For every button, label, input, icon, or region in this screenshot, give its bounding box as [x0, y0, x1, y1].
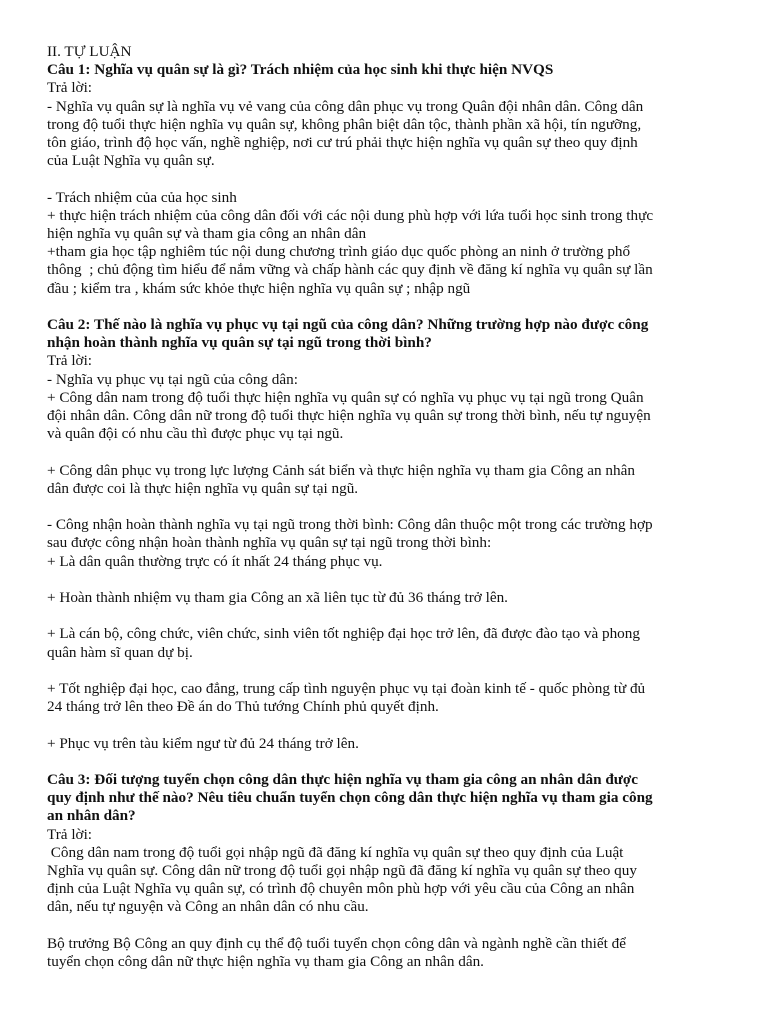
paragraph-line: + Công dân nam trong độ tuổi thực hiện nghĩa vụ quân sự có nghĩa vụ phục vụ tại ngũ trong Quân	[47, 388, 644, 406]
paragraph-gap	[47, 716, 737, 734]
question-3-heading: Câu 3: Đối tượng tuyển chọn công dân thực hiện nghĩa vụ tham gia công an nhân dân được	[47, 770, 639, 788]
paragraph-line: Bộ trưởng Bộ Công an quy định cụ thể độ tuổi tuyển chọn công dân và ngành nghề cần thiết để	[47, 934, 626, 952]
paragraph-gap	[47, 498, 737, 516]
paragraph-gap	[47, 443, 737, 461]
paragraph-line: sau được công nhận hoàn thành nghĩa vụ quân sự tại ngũ trong thời bình:	[47, 534, 492, 552]
paragraph-line: - Nghĩa vụ quân sự là nghĩa vụ vẻ vang của công dân phục vụ trong Quân đội nhân dân. Công dân	[47, 97, 644, 115]
paragraph-gap	[47, 607, 737, 625]
paragraph-line: 24 tháng trở lên theo Đề án do Thủ tướng Chính phủ quyết định.	[47, 698, 439, 716]
paragraph-gap	[47, 571, 737, 589]
paragraph-line: + Là dân quân thường trực có ít nhất 24 tháng phục vụ.	[47, 552, 383, 570]
paragraph-line: hiện nghĩa vụ quân sự và tham gia công an nhân dân	[47, 225, 367, 243]
paragraph-line: Công dân nam trong độ tuổi gọi nhập ngũ đã đăng kí nghĩa vụ quân sự theo quy định của Luật	[47, 843, 624, 861]
paragraph-gap	[47, 753, 737, 771]
paragraph-line: +tham gia học tập nghiêm túc nội dung chương trình giáo dục quốc phòng an ninh ở trường phổ	[47, 243, 631, 261]
paragraph-line: + thực hiện trách nhiệm của công dân đối với các nội dung phù hợp với lứa tuổi học sinh trong thực	[47, 206, 654, 224]
paragraph-line: đội nhân dân. Công dân nữ trong độ tuổi thực hiện nghĩa vụ quân sự trong thời bình, nếu tự nguyện	[47, 407, 651, 425]
paragraph-line: + Công dân phục vụ trong lực lượng Cảnh sát biển và thực hiện nghĩa vụ tham gia Công an nhân	[47, 461, 635, 479]
question-3-heading: quy định như thế nào? Nêu tiêu chuẩn tuyển chọn công dân thực hiện nghĩa vụ tham gia công	[47, 789, 653, 807]
answer-label: Trả lời:	[47, 825, 93, 843]
paragraph-line: thông ; chủ động tìm hiểu để nắm vững và chấp hành các quy định về đăng kí nghĩa vụ quân sự lần	[47, 261, 653, 279]
paragraph-gap	[47, 170, 737, 188]
paragraph-line: định của Luật Nghĩa vụ quân sự, có trình độ chuyên môn phù hợp với yêu cầu của Công an nhân	[47, 880, 635, 898]
paragraph-gap	[47, 917, 737, 935]
paragraph-line: tôn giáo, trình độ học vấn, nghề nghiệp, nơi cư trú phải thực hiện nghĩa vụ quân sự theo quy định	[47, 134, 638, 152]
question-3-heading: an nhân dân?	[47, 807, 136, 825]
paragraph-line: + Hoàn thành nhiệm vụ tham gia Công an xã liên tục từ đủ 36 tháng trở lên.	[47, 589, 508, 607]
paragraph-line: dân, nếu tự nguyện và Công an nhân dân có nhu cầu.	[47, 898, 369, 916]
paragraph-line: - Nghĩa vụ phục vụ tại ngũ của công dân:	[47, 370, 298, 388]
paragraph-line: của Luật Nghĩa vụ quân sự.	[47, 152, 215, 170]
question-1-heading: Câu 1: Nghĩa vụ quân sự là gì? Trách nhiệm của học sinh khi thực hiện NVQS	[47, 61, 554, 79]
paragraph-line: đầu ; kiểm tra , khám sức khỏe thực hiện nghĩa vụ quân sự ; nhập ngũ	[47, 279, 471, 297]
question-2-heading: nhận hoàn thành nghĩa vụ quân sự tại ngũ trong thời bình?	[47, 334, 432, 352]
answer-label: Trả lời:	[47, 352, 93, 370]
question-2-heading: Câu 2: Thế nào là nghĩa vụ phục vụ tại ngũ của công dân? Những trường hợp nào được công	[47, 316, 649, 334]
paragraph-line: dân được coi là thực hiện nghĩa vụ quân sự tại ngũ.	[47, 479, 359, 497]
paragraph-line: + Phục vụ trên tàu kiểm ngư từ đủ 24 tháng trở lên.	[47, 734, 359, 752]
answer-label: Trả lời:	[47, 79, 93, 97]
paragraph-line: tuyển chọn công dân nữ thực hiện nghĩa vụ tham gia Công an nhân dân.	[47, 953, 484, 970]
paragraph-line: Nghĩa vụ quân sự. Công dân nữ trong độ tuổi gọi nhập ngũ đã đăng kí nghĩa vụ quân sự theo quy	[47, 862, 637, 879]
paragraph-line: quân hàm sĩ quan dự bị.	[47, 643, 193, 661]
section-title: II. TỰ LUẬN	[47, 43, 132, 60]
document-page	[47, 43, 737, 971]
paragraph-line: + Là cán bộ, công chức, viên chức, sinh viên tốt nghiệp đại học trở lên, đã được đào tạo và phong	[47, 625, 640, 643]
paragraph-line: - Trách nhiệm của của học sinh	[47, 188, 237, 206]
paragraph-line: - Công nhận hoàn thành nghĩa vụ tại ngũ trong thời bình: Công dân thuộc một trong các trường hợp	[47, 516, 653, 534]
paragraph-line: + Tốt nghiệp đại học, cao đẳng, trung cấp tình nguyện phục vụ tại đoàn kinh tế - quốc phòng từ đủ	[47, 680, 646, 697]
paragraph-line: và quân đội có nhu cầu thì được phục vụ tại ngũ.	[47, 425, 344, 443]
paragraph-line: trong độ tuổi thực hiện nghĩa vụ quân sự, không phân biệt dân tộc, thành phần xã hội, tín ngưỡng,	[47, 115, 642, 133]
paragraph-gap	[47, 298, 737, 316]
paragraph-gap	[47, 662, 737, 680]
